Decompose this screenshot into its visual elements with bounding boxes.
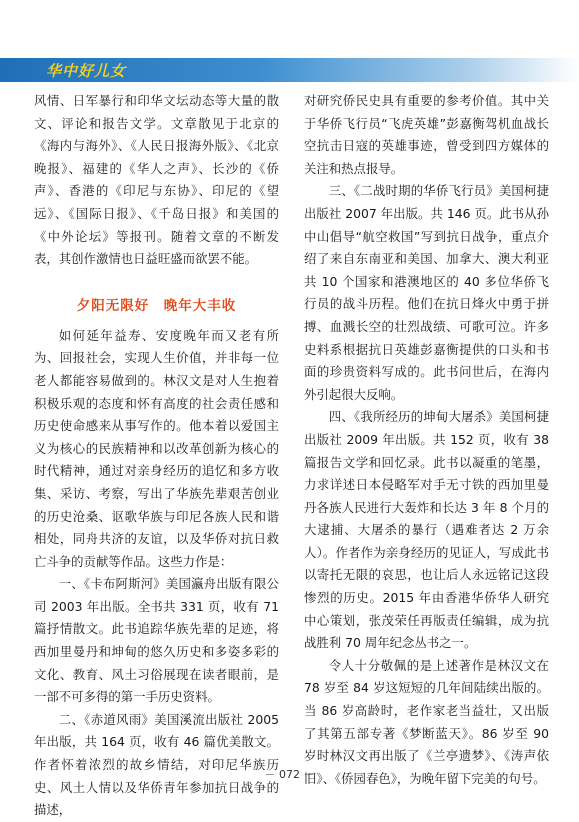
right-column [304, 90, 549, 790]
left-paragraph-3: 一、《卡布阿斯河》美国瀛舟出版有限公司 2003 年出版。全书共 331 页，收有 71 篇抒情散文。此书追踪华族先辈的足迹，将西加里曼丹和坤甸的悠久历史和多姿多彩的文化、教育、风土习俗展现在读者眼前，是一部不可多得的第一手历史资料。 [34, 576, 279, 705]
section-heading: 夕阳无限好 晚年大丰收 [76, 297, 237, 314]
right-paragraph-2: 三、《二战时期的华侨飞行员》美国柯捷出版社 2007 年出版。共 146 页。此书从孙中山倡导“航空救国”写到抗日战争，重点介绍了来自东南亚和美国、加拿大、澳大利亚共 10 个国家和港澳地区的 40 多位华侨飞行员的战斗历程。他们在抗日烽火中勇于拼搏、血溅长空的壮烈战绩、可歌可泣。许多史料系根据抗日英雄彭嘉衡提供的口头和书面的珍贵资料写成的。此书问世后，在海内外引起很大反响。 [304, 183, 549, 402]
running-header-title: 华中好儿女 [46, 62, 127, 80]
running-header-band [0, 58, 579, 82]
left-paragraph-1: 风情、日军暴行和印华文坛动态等大量的散文、评论和报告文学。文章散见于北京的《海内与海外》、《人民日报海外版》、《北京晚报》、福建的《华人之声》、长沙的《侨声》、香港的《印尼与东协》、印尼的《望远》、《国际日报》、《千岛日报》和美国的《中外论坛》等报刊。随着文章的不断发表，其创作激情也日益旺盛而欲罢不能。 [34, 93, 279, 267]
left-paragraph-2: 如何延年益寿、安度晚年而又老有所为、回报社会，实现人生价值，并非每一位老人都能容易做到的。林汉文是对人生抱着积极乐观的态度和怀有高度的社会责任感和历史使命感来从事写作的。他本着以爱国主义为核心的民族精神和以改革创新为核心的时代精神，通过对亲身经历的追忆和多方收集、采访、考察，写出了华族先辈艰苦创业的历史沧桑、讴歌华族与印尼各族人民和谐相处，同舟共济的友谊，以及华侨对抗日救亡斗争的贡献等作品。这些力作是： [34, 327, 279, 569]
right-paragraph-4: 令人十分敬佩的是上述著作是林汉文在 78 岁至 84 岁这短短的几年间陆续出版的。当 86 岁高龄时，老作家老当益壮，又出版了其第五部专著《梦断蓝天》。86 岁至 90 岁时林汉文再出版了《兰亭遗梦》、《涛声依旧》、《侨园春色》，为晚年留下完美的句号。 [304, 657, 549, 786]
page-number: － 072 － [264, 768, 315, 781]
left-paragraph-4: 二、《赤道风雨》美国溪流出版社 2005 年出版，共 164 页，收有 46 篇优美散文。作者怀着浓烈的故乡情结，对印尼华族历史、风土人情以及华侨青年参加抗日战争的描述， [34, 711, 279, 818]
right-paragraph-3: 四、《我所经历的坤甸大屠杀》美国柯捷出版社 2009 年出版。共 152 页，收有 38 篇报告文学和回忆录。此书以凝重的笔墨，力求详述日本侵略军对手无寸铁的西加里曼丹各族人民进行大轰炸和长达 3 年 8 个月的大逮捕、大屠杀的暴行（遇难者达 2 万余人）。作者作为亲身经历的见证人，写成此书以寄托无限的哀思，也让后人永远铭记这段惨烈的历史。2015 年由香港华侨华人研究中心策划，张茂荣任再版责任编辑，成为抗战胜利 70 周年纪念丛书之一。 [304, 409, 549, 651]
right-paragraph-1: 对研究侨民史具有重要的参考价值。其中关于华侨飞行员“飞虎英雄”彭嘉衡驾机血战长空抗击日寇的英雄事迹，曾受到四方媒体的关注和热点报导。 [304, 93, 549, 176]
left-column [34, 90, 279, 822]
